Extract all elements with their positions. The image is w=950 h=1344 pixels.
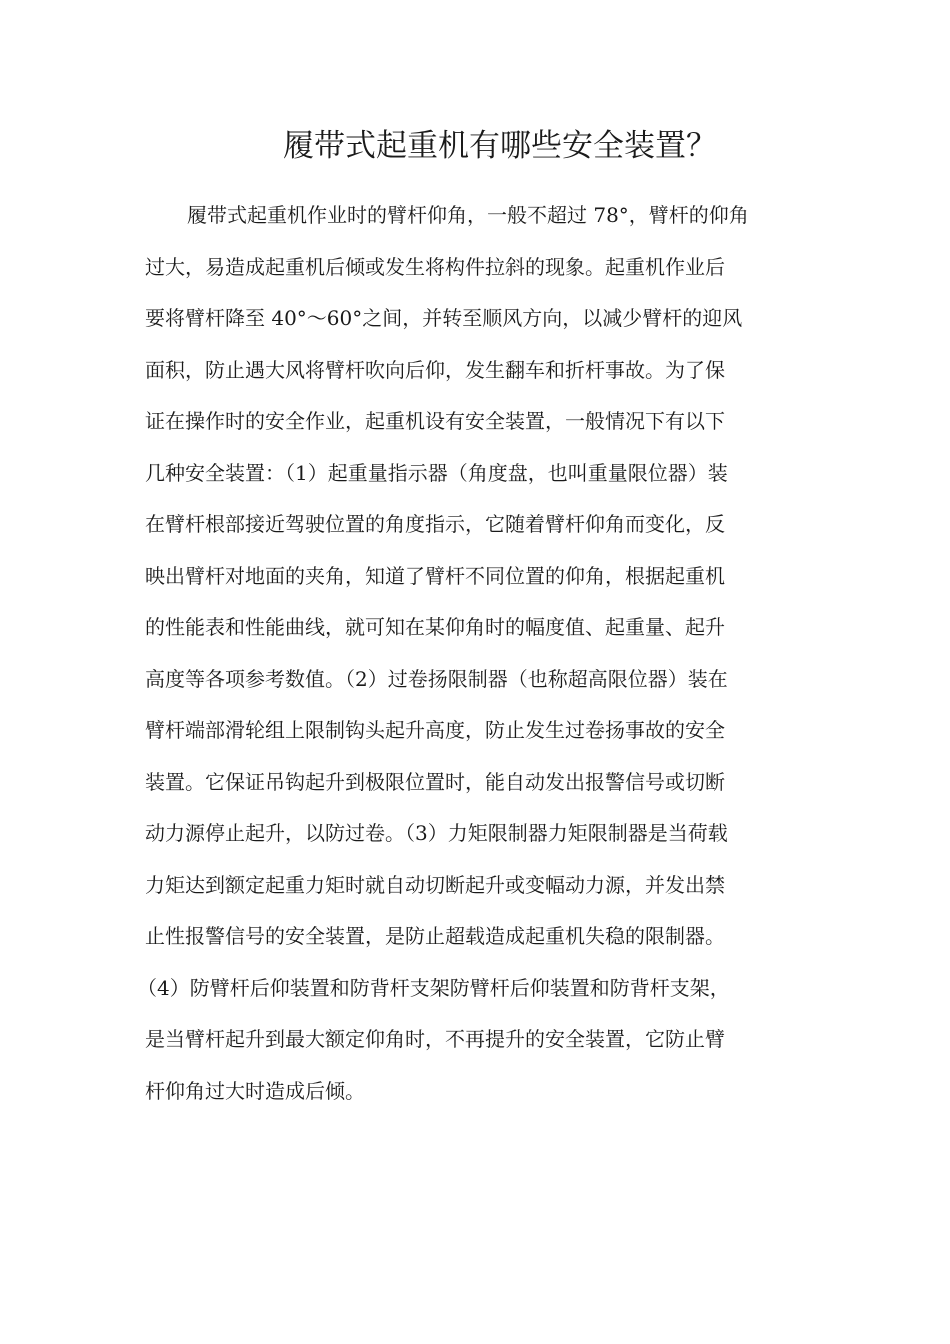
body-line: 面积，防止遇大风将臂杆吹向后仰，发生翻车和折杆事故。为了保 bbox=[145, 357, 725, 382]
body-line: 要将臂杆降至 40°～60°之间，并转至顺风方向，以减少臂杆的迎风 bbox=[145, 306, 743, 330]
body-line: 过大，易造成起重机后倾或发生将构件拉斜的现象。起重机作业后 bbox=[145, 254, 725, 279]
document-body bbox=[137, 190, 809, 1117]
body-line: 杆仰角过大时造成后倾。 bbox=[145, 1078, 365, 1103]
body-line: 装置。它保证吊钩起升到极限位置时，能自动发出报警信号或切断 bbox=[145, 769, 725, 794]
body-line: 证在操作时的安全作业，起重机设有安全装置，一般情况下有以下 bbox=[145, 409, 725, 433]
body-line: 止性报警信号的安全装置，是防止超载造成起重机失稳的限制器。 bbox=[145, 924, 725, 948]
body-line: 的性能表和性能曲线，就可知在某仰角时的幅度值、起重量、起升 bbox=[145, 615, 725, 639]
document-title: 履带式起重机有哪些安全装置？ bbox=[283, 128, 717, 164]
body-line: 是当臂杆起升到最大额定仰角时，不再提升的安全装置，它防止臂 bbox=[145, 1027, 725, 1051]
body-line: 几种安全装置：（1）起重量指示器（角度盘，也叫重量限位器）装 bbox=[145, 460, 728, 485]
body-line: 力矩达到额定起重力矩时就自动切断起升或变幅动力源，并发出禁 bbox=[145, 872, 725, 897]
body-line: 履带式起重机作业时的臂杆仰角，一般不超过 78°，臂杆的仰角 bbox=[187, 203, 749, 227]
body-line: （4）防臂杆后仰装置和防背杆支架防臂杆后仰装置和防背杆支架， bbox=[137, 975, 730, 1000]
body-line: 臂杆端部滑轮组上限制钩头起升高度，防止发生过卷扬事故的安全 bbox=[145, 718, 725, 742]
body-line: 在臂杆根部接近驾驶位置的角度指示，它随着臂杆仰角而变化，反 bbox=[145, 512, 725, 536]
body-line: 动力源停止起升，以防过卷。（3）力矩限制器力矩限制器是当荷载 bbox=[145, 821, 728, 845]
body-line: 映出臂杆对地面的夹角，知道了臂杆不同位置的仰角，根据起重机 bbox=[145, 563, 725, 588]
body-line: 高度等各项参考数值。（2）过卷扬限制器（也称超高限位器）装在 bbox=[145, 666, 728, 691]
